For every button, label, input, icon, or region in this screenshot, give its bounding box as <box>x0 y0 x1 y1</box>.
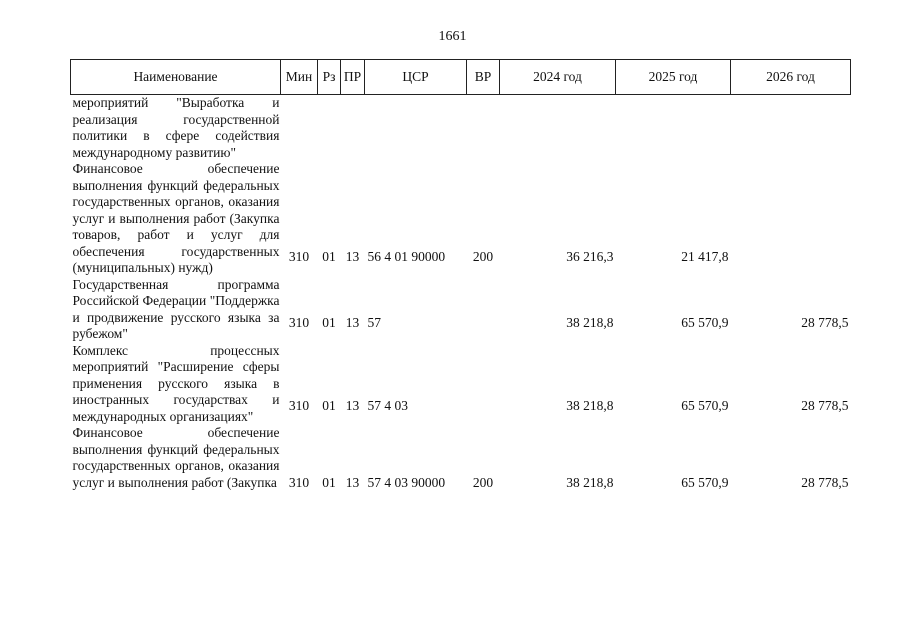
row-vr <box>467 95 500 162</box>
row-2025: 65 570,9 <box>681 397 729 413</box>
row-name: мероприятий "Выработка и реализация государственной политики в сфере содействия международному развитию" <box>72 95 280 160</box>
row-rz: 01 <box>322 315 336 330</box>
row-2026: 28 778,5 <box>801 397 849 413</box>
row-vr <box>467 277 500 343</box>
header-vr: ВР <box>467 60 500 95</box>
row-pr: 13 <box>345 315 360 330</box>
row-rz <box>318 95 341 162</box>
row-min: 310 <box>288 397 310 413</box>
row-rz: 01 <box>322 249 336 264</box>
page-number: 1661 <box>438 29 467 44</box>
row-2024 <box>500 95 616 162</box>
row-pr: 13 <box>345 249 360 264</box>
header-min: Мин <box>281 60 318 95</box>
row-rz: 01 <box>322 474 336 490</box>
row-2025 <box>616 95 731 162</box>
row-rz: 01 <box>322 397 336 413</box>
row-name: Финансовое обеспечение выполнения функций федеральных государственных органов, оказания услуг и выполнения работ (Закупка товаров, работ и услуг для обеспечения государственных (муниципальных) нужд) <box>72 161 280 275</box>
row-vr <box>467 343 500 426</box>
row-csr: 57 4 03 <box>367 397 408 413</box>
row-2024: 38 218,8 <box>566 315 614 330</box>
row-name: Комплекс процессных мероприятий "Расширение сферы применения русского языка в иностранных государствах и международных организациях" <box>72 342 280 424</box>
row-2026: 28 778,5 <box>801 315 849 330</box>
header-2026: 2026 год <box>731 60 851 95</box>
row-pr <box>341 95 365 162</box>
row-min: 310 <box>288 249 310 264</box>
row-name: Финансовое обеспечение выполнения функций федеральных государственных органов, оказания услуг и выполнения работ (Закупка <box>72 425 280 490</box>
row-2024: 38 218,8 <box>566 397 614 413</box>
row-min <box>281 95 318 162</box>
row-min: 310 <box>288 315 310 330</box>
row-name: Государственная программа Российской Федерации "Поддержка и продвижение русского языка за рубежом" <box>72 276 280 341</box>
table-row <box>71 95 851 162</box>
table-header-row <box>71 60 851 95</box>
row-pr: 13 <box>345 474 360 490</box>
row-2026: 28 778,5 <box>801 474 849 490</box>
row-csr: 57 4 03 90000 <box>367 474 446 490</box>
row-2025: 65 570,9 <box>681 315 729 330</box>
row-min: 310 <box>288 474 310 490</box>
row-csr: 56 4 01 90000 <box>367 249 446 264</box>
row-vr: 200 <box>472 249 494 264</box>
table-row <box>71 425 851 491</box>
table-row <box>71 343 851 426</box>
table-row <box>71 161 851 277</box>
row-2026 <box>731 95 851 162</box>
row-2024: 36 216,3 <box>566 249 614 264</box>
row-csr: 57 <box>367 315 381 330</box>
row-csr <box>365 95 467 162</box>
header-2024: 2024 год <box>500 60 616 95</box>
header-2025: 2025 год <box>616 60 731 95</box>
budget-table <box>70 59 851 491</box>
row-2025: 21 417,8 <box>681 249 729 264</box>
row-2024: 38 218,8 <box>566 474 614 490</box>
row-2025: 65 570,9 <box>681 474 729 490</box>
header-csr: ЦСР <box>365 60 467 95</box>
table-row <box>71 277 851 343</box>
header-name: Наименование <box>71 60 281 95</box>
row-vr: 200 <box>472 474 494 490</box>
row-pr: 13 <box>345 397 360 413</box>
row-2026 <box>731 161 851 277</box>
header-pr: ПР <box>341 60 365 95</box>
header-rz: Рз <box>318 60 341 95</box>
